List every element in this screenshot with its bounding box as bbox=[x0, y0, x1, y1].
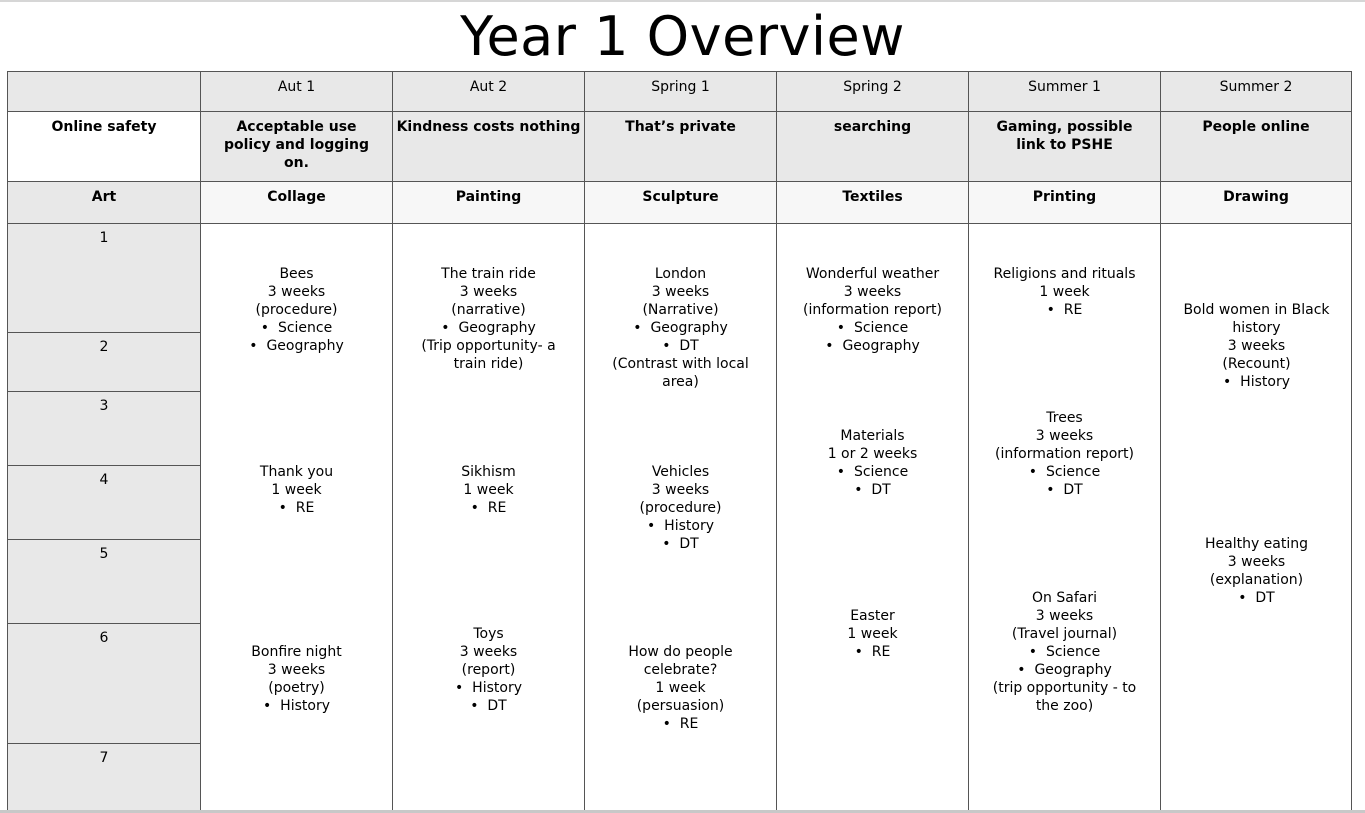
unit-line: celebrate? bbox=[643, 662, 718, 678]
week-label-1: 1 bbox=[8, 224, 201, 333]
unit-line: How do people bbox=[628, 644, 733, 660]
subject-list bbox=[393, 319, 584, 337]
week-label-6: 6 bbox=[8, 624, 201, 744]
art-aut2: Painting bbox=[393, 182, 585, 224]
subject-link-item: • DT bbox=[777, 481, 968, 499]
subject-link-item: • Science bbox=[969, 643, 1160, 661]
art-spring2: Textiles bbox=[777, 182, 969, 224]
row-label-online-safety: Online safety bbox=[8, 112, 201, 182]
subject-list bbox=[585, 517, 776, 553]
unit-line: (information report) bbox=[803, 302, 942, 318]
online-safety-spring2: searching bbox=[777, 112, 969, 182]
unit-line: Bold women in Black bbox=[1183, 302, 1330, 318]
unit-line: 3 weeks bbox=[843, 284, 902, 300]
unit-line: Religions and rituals bbox=[993, 266, 1136, 282]
online-safety-spring1: That’s private bbox=[585, 112, 777, 182]
subject-link-item: • DT bbox=[585, 535, 776, 553]
unit-entry bbox=[777, 607, 968, 661]
subject-link-item: • RE bbox=[969, 301, 1160, 319]
subject-list bbox=[969, 463, 1160, 499]
unit-line: (Narrative) bbox=[642, 302, 719, 318]
unit-note: (Contrast with local bbox=[612, 356, 749, 372]
unit-line: 3 weeks bbox=[1035, 608, 1094, 624]
unit-line: 3 weeks bbox=[651, 482, 710, 498]
overview-table bbox=[7, 71, 1352, 810]
week-label-3: 3 bbox=[8, 392, 201, 466]
unit-note: the zoo) bbox=[1035, 698, 1094, 714]
units-column-summer2 bbox=[1161, 224, 1352, 811]
unit-entry bbox=[201, 463, 392, 517]
unit-entry bbox=[585, 265, 776, 391]
subject-list bbox=[201, 319, 392, 355]
unit-line: (procedure) bbox=[639, 500, 722, 516]
unit-entry bbox=[969, 265, 1160, 319]
unit-line: 3 weeks bbox=[651, 284, 710, 300]
subject-list bbox=[777, 643, 968, 661]
unit-line: Healthy eating bbox=[1204, 536, 1309, 552]
unit-line: 1 week bbox=[463, 482, 514, 498]
subject-link-item: • DT bbox=[1161, 589, 1352, 607]
unit-entry bbox=[201, 643, 392, 715]
unit-note: area) bbox=[662, 374, 699, 390]
subject-link-item: • DT bbox=[969, 481, 1160, 499]
subject-list bbox=[969, 301, 1160, 319]
subject-link-item: • Geography bbox=[777, 337, 968, 355]
subject-link-item: • Geography bbox=[969, 661, 1160, 679]
unit-line: 1 week bbox=[847, 626, 898, 642]
subject-link-item: • Science bbox=[777, 463, 968, 481]
subject-link-item: • DT bbox=[585, 337, 776, 355]
subject-link-item: • Geography bbox=[393, 319, 584, 337]
unit-line: London bbox=[654, 266, 707, 282]
unit-line: (narrative) bbox=[451, 302, 526, 318]
unit-line: 3 weeks bbox=[267, 662, 326, 678]
unit-entry bbox=[969, 409, 1160, 499]
unit-note: (Trip opportunity- a bbox=[421, 338, 556, 354]
week-label-2: 2 bbox=[8, 333, 201, 392]
term-header-aut2: Aut 2 bbox=[393, 72, 585, 112]
subject-list bbox=[393, 679, 584, 715]
unit-line: (persuasion) bbox=[636, 698, 725, 714]
subject-list bbox=[201, 697, 392, 715]
subject-list bbox=[969, 643, 1160, 679]
term-header-summer1: Summer 1 bbox=[969, 72, 1161, 112]
subject-link-item: • RE bbox=[393, 499, 584, 517]
art-summer2: Drawing bbox=[1161, 182, 1352, 224]
unit-line: Materials bbox=[840, 428, 905, 444]
subject-link-item: • RE bbox=[201, 499, 392, 517]
subject-link-item: • RE bbox=[777, 643, 968, 661]
subject-link-item: • History bbox=[201, 697, 392, 715]
unit-line: On Safari bbox=[1032, 590, 1097, 606]
corner-cell bbox=[8, 72, 201, 112]
subject-list bbox=[1161, 373, 1352, 391]
unit-entry bbox=[393, 463, 584, 517]
unit-line: Wonderful weather bbox=[805, 266, 940, 282]
unit-line: (procedure) bbox=[255, 302, 338, 318]
unit-line: 3 weeks bbox=[267, 284, 326, 300]
unit-entry bbox=[585, 643, 776, 733]
unit-line: Thank you bbox=[259, 464, 334, 480]
week-label-4: 4 bbox=[8, 466, 201, 540]
unit-line: 3 weeks bbox=[1227, 554, 1286, 570]
subject-link-item: • RE bbox=[585, 715, 776, 733]
row-label-art: Art bbox=[8, 182, 201, 224]
subject-list bbox=[201, 499, 392, 517]
units-column-aut2 bbox=[393, 224, 585, 811]
unit-line: 1 or 2 weeks bbox=[827, 446, 918, 462]
unit-line: 1 week bbox=[1039, 284, 1090, 300]
unit-line: Easter bbox=[850, 608, 895, 624]
week-label-7: 7 bbox=[8, 744, 201, 811]
unit-line: Bees bbox=[279, 266, 314, 282]
subject-link-item: • DT bbox=[393, 697, 584, 715]
unit-line: 3 weeks bbox=[1035, 428, 1094, 444]
unit-note: (trip opportunity - to bbox=[992, 680, 1137, 696]
unit-line: (explanation) bbox=[1209, 572, 1304, 588]
unit-line: (Travel journal) bbox=[1011, 626, 1118, 642]
online-safety-aut2: Kindness costs nothing bbox=[393, 112, 585, 182]
subject-list bbox=[777, 463, 968, 499]
unit-entry bbox=[1161, 535, 1352, 607]
week-label-5: 5 bbox=[8, 540, 201, 624]
unit-line: 1 week bbox=[655, 680, 706, 696]
art-spring1: Sculpture bbox=[585, 182, 777, 224]
unit-note: train ride) bbox=[453, 356, 524, 372]
page-title: Year 1 Overview bbox=[460, 5, 905, 68]
online-safety-aut1: Acceptable use policy and logging on. bbox=[201, 112, 393, 182]
subject-link-item: • Geography bbox=[201, 337, 392, 355]
online-safety-summer2: People online bbox=[1161, 112, 1352, 182]
units-column-spring1 bbox=[585, 224, 777, 811]
subject-list bbox=[585, 319, 776, 355]
term-header-aut1: Aut 1 bbox=[201, 72, 393, 112]
unit-entry bbox=[777, 427, 968, 499]
unit-entry bbox=[1161, 301, 1352, 391]
subject-list bbox=[585, 715, 776, 733]
subject-list bbox=[393, 499, 584, 517]
unit-entry bbox=[585, 463, 776, 553]
subject-link-item: • Science bbox=[201, 319, 392, 337]
unit-line: 3 weeks bbox=[459, 644, 518, 660]
unit-entry bbox=[777, 265, 968, 355]
unit-line: 3 weeks bbox=[1227, 338, 1286, 354]
units-column-spring2 bbox=[777, 224, 969, 811]
unit-line: Toys bbox=[473, 626, 504, 642]
term-header-summer2: Summer 2 bbox=[1161, 72, 1352, 112]
subject-list bbox=[777, 319, 968, 355]
unit-line: history bbox=[1232, 320, 1281, 336]
term-header-spring1: Spring 1 bbox=[585, 72, 777, 112]
unit-line: Sikhism bbox=[461, 464, 516, 480]
art-summer1: Printing bbox=[969, 182, 1161, 224]
unit-entry bbox=[969, 589, 1160, 715]
unit-line: 3 weeks bbox=[459, 284, 518, 300]
unit-line: The train ride bbox=[441, 266, 536, 282]
subject-link-item: • History bbox=[393, 679, 584, 697]
units-column-summer1 bbox=[969, 224, 1161, 811]
art-aut1: Collage bbox=[201, 182, 393, 224]
units-column-aut1 bbox=[201, 224, 393, 811]
unit-line: 1 week bbox=[271, 482, 322, 498]
subject-link-item: • History bbox=[585, 517, 776, 535]
subject-link-item: • Science bbox=[969, 463, 1160, 481]
unit-line: Bonfire night bbox=[251, 644, 342, 660]
subject-link-item: • Science bbox=[777, 319, 968, 337]
unit-line: (Recount) bbox=[1222, 356, 1291, 372]
term-header-spring2: Spring 2 bbox=[777, 72, 969, 112]
subject-link-item: • History bbox=[1161, 373, 1352, 391]
unit-line: Trees bbox=[1046, 410, 1083, 426]
unit-entry bbox=[201, 265, 392, 355]
unit-line: (poetry) bbox=[268, 680, 325, 696]
unit-entry bbox=[393, 265, 584, 373]
subject-list bbox=[1161, 589, 1352, 607]
unit-entry bbox=[393, 625, 584, 715]
online-safety-summer1: Gaming, possible link to PSHE bbox=[969, 112, 1161, 182]
unit-line: Vehicles bbox=[651, 464, 710, 480]
unit-line: (information report) bbox=[995, 446, 1134, 462]
subject-link-item: • Geography bbox=[585, 319, 776, 337]
unit-line: (report) bbox=[461, 662, 516, 678]
